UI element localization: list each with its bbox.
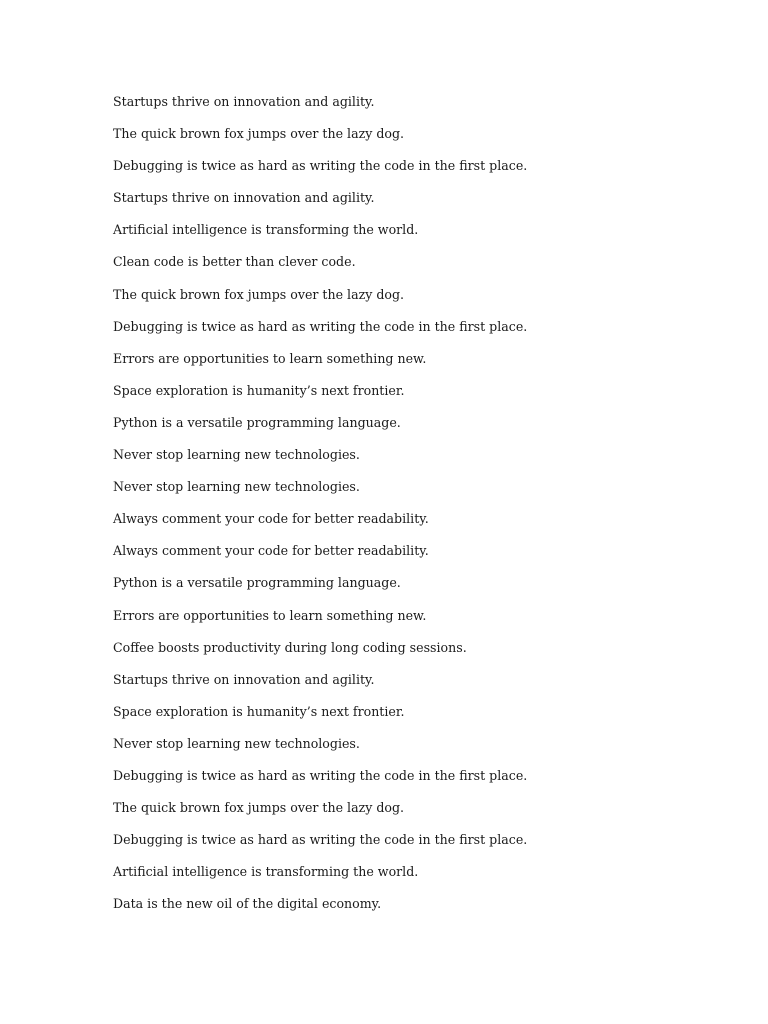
document-line: Startups thrive on innovation and agility. (113, 190, 375, 206)
document-line: The quick brown fox jumps over the lazy dog. (113, 126, 405, 142)
document-line: Artificial intelligence is transforming the world. (113, 222, 419, 238)
document-line: Startups thrive on innovation and agility. (113, 94, 375, 109)
document-line: Space exploration is humanity’s next frontier. (113, 703, 405, 719)
document-line: Always comment your code for better readability. (113, 543, 429, 559)
document-line: Coffee boosts productivity during long coding sessions. (113, 639, 467, 655)
document-line: Always comment your code for better readability. (113, 511, 429, 527)
document-line: Startups thrive on innovation and agility. (113, 671, 375, 687)
document-line: Debugging is twice as hard as writing the code in the first place. (113, 832, 528, 848)
document-line: Python is a versatile programming language. (113, 414, 401, 430)
document-line: Artificial intelligence is transforming the world. (113, 864, 419, 880)
document-line: Data is the new oil of the digital economy. (113, 896, 382, 912)
document-line: Debugging is twice as hard as writing the code in the first place. (113, 318, 528, 334)
document-body (113, 92, 673, 926)
document-line: Never stop learning new technologies. (113, 735, 360, 751)
document-line: Space exploration is humanity’s next frontier. (113, 382, 405, 398)
document-line: Clean code is better than clever code. (113, 254, 356, 270)
document-line: Debugging is twice as hard as writing the code in the first place. (113, 158, 528, 174)
document-line: Errors are opportunities to learn something new. (113, 607, 427, 623)
document-line: The quick brown fox jumps over the lazy dog. (113, 800, 405, 816)
document-line: Never stop learning new technologies. (113, 479, 360, 495)
document-line: Errors are opportunities to learn something new. (113, 350, 427, 366)
document-line: Python is a versatile programming language. (113, 575, 401, 591)
document-line: Debugging is twice as hard as writing the code in the first place. (113, 767, 528, 783)
document-line: The quick brown fox jumps over the lazy dog. (113, 286, 405, 302)
document-line: Never stop learning new technologies. (113, 447, 360, 463)
